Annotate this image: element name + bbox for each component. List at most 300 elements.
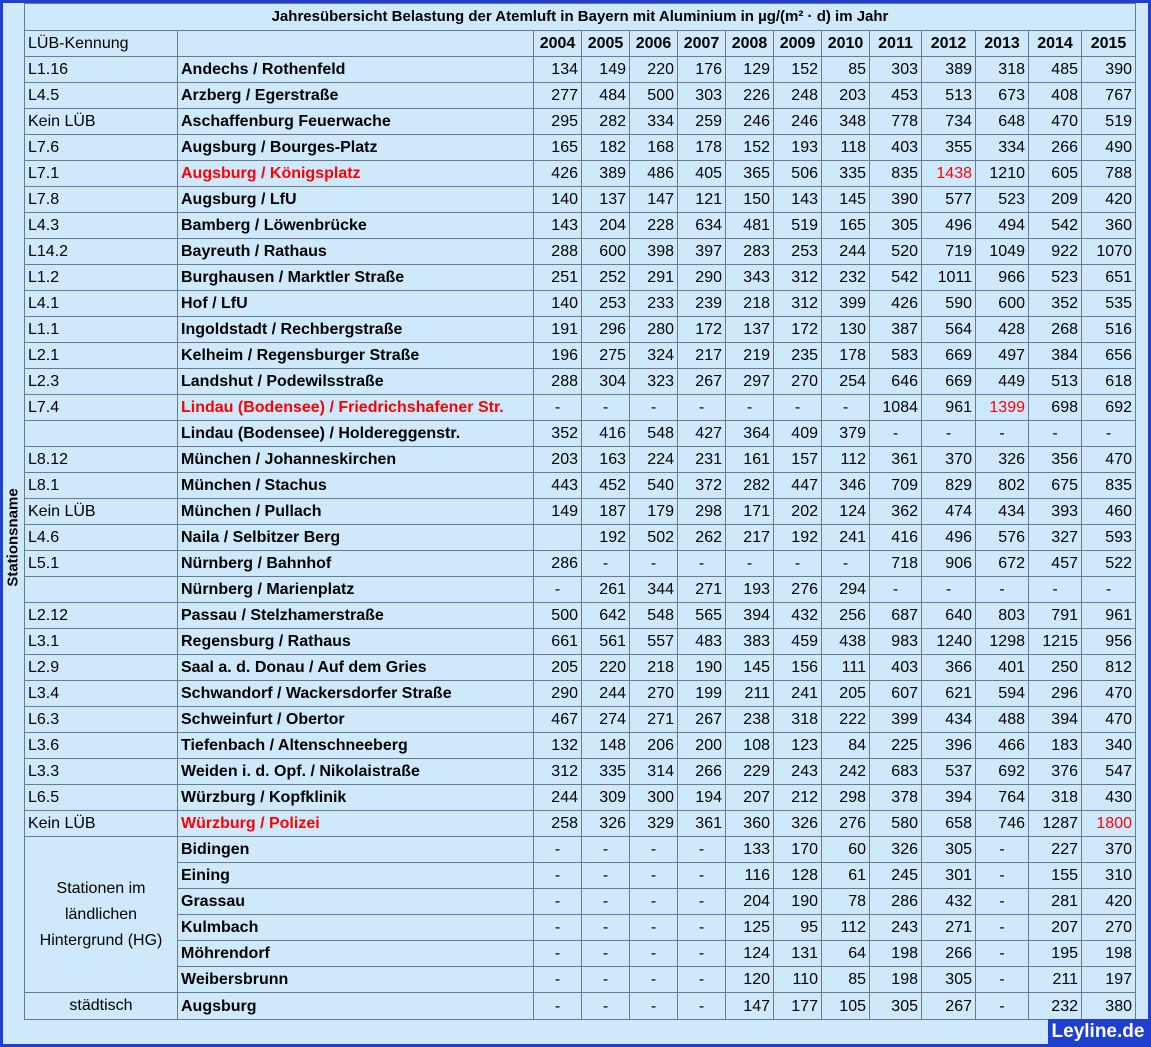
value-cell: 161 [726,447,774,473]
station-name: Passau / Stelzhamerstraße [178,603,534,629]
value-cell: 432 [922,889,976,915]
value-cell: 669 [922,369,976,395]
value-cell: 220 [582,655,630,681]
value-cell: 233 [630,291,678,317]
value-cell: - [582,915,630,941]
value-cell: 301 [922,863,976,889]
value-cell: 389 [582,161,630,187]
station-name: Würzburg / Polizei [178,811,534,837]
value-cell: 365 [726,161,774,187]
value-cell: 1287 [1029,811,1082,837]
value-cell: 112 [822,447,870,473]
value-cell: 453 [870,83,922,109]
value-cell: 634 [678,213,726,239]
column-header-year: 2005 [582,31,630,57]
value-cell: 590 [922,291,976,317]
value-cell: 522 [1082,551,1136,577]
table-row [25,811,1136,837]
value-cell: 335 [822,161,870,187]
value-cell: 145 [726,655,774,681]
value-cell: 305 [922,967,976,993]
value-cell: 324 [630,343,678,369]
value-cell: 318 [976,57,1029,83]
value-cell: 203 [822,83,870,109]
value-cell: 183 [1029,733,1082,759]
value-cell: 256 [822,603,870,629]
value-cell: 405 [678,161,726,187]
value-cell: 379 [822,421,870,447]
value-cell: 304 [582,369,630,395]
value-cell: 594 [976,681,1029,707]
value-cell: 835 [1082,473,1136,499]
value-cell: 120 [726,967,774,993]
value-cell: 394 [1029,707,1082,733]
table-row [25,291,1136,317]
value-cell: 191 [534,317,582,343]
value-cell: 241 [822,525,870,551]
data-table [24,3,1136,1020]
station-code: L2.3 [25,369,178,395]
value-cell: 156 [774,655,822,681]
value-cell: 523 [1029,265,1082,291]
value-cell: - [726,551,774,577]
value-cell: 426 [870,291,922,317]
station-code: L4.1 [25,291,178,317]
value-cell: 262 [678,525,726,551]
value-cell: 251 [534,265,582,291]
station-name: Lindau (Bodensee) / Friedrichshafener Str. [178,395,534,421]
value-cell: 334 [976,135,1029,161]
column-header-year: 2006 [630,31,678,57]
value-cell: 513 [1029,369,1082,395]
station-name: Bidingen [178,837,534,863]
value-cell: - [678,889,726,915]
station-name: Eining [178,863,534,889]
value-cell: - [582,889,630,915]
value-cell: 270 [774,369,822,395]
value-cell: 734 [922,109,976,135]
table-row [25,421,1136,447]
table-row [25,109,1136,135]
station-name: Weiden i. d. Opf. / Nikolaistraße [178,759,534,785]
column-header-name [178,31,534,57]
value-cell: 577 [922,187,976,213]
table-row [25,317,1136,343]
value-cell: - [630,551,678,577]
value-cell: - [534,395,582,421]
station-code: L5.1 [25,551,178,577]
value-cell: 268 [1029,317,1082,343]
value-cell: 335 [582,759,630,785]
value-cell: 648 [976,109,1029,135]
value-cell: 438 [822,629,870,655]
value-cell: 416 [582,421,630,447]
value-cell: 427 [678,421,726,447]
value-cell: 172 [678,317,726,343]
station-code: L1.1 [25,317,178,343]
value-cell: 314 [630,759,678,785]
value-cell: - [534,993,582,1020]
value-cell: 271 [630,707,678,733]
value-cell: 434 [922,707,976,733]
value-cell: 318 [1029,785,1082,811]
value-cell: 232 [1029,993,1082,1020]
value-cell: 147 [630,187,678,213]
value-cell: 621 [922,681,976,707]
value-cell: 212 [774,785,822,811]
value-cell: 267 [678,707,726,733]
value-cell: - [534,889,582,915]
value-cell: 432 [774,603,822,629]
value-cell: 829 [922,473,976,499]
value-cell: 298 [678,499,726,525]
value-cell: 486 [630,161,678,187]
value-cell: - [630,837,678,863]
station-code: L6.3 [25,707,178,733]
value-cell: - [678,395,726,421]
value-cell: - [630,993,678,1020]
value-cell: 143 [534,213,582,239]
table-row [25,57,1136,83]
station-name: Regensburg / Rathaus [178,629,534,655]
value-cell: 401 [976,655,1029,681]
value-cell: 692 [1082,395,1136,421]
table-row [25,655,1136,681]
value-cell: 360 [1082,213,1136,239]
station-code: Kein LÜB [25,811,178,837]
value-cell: 270 [630,681,678,707]
value-cell: - [582,551,630,577]
table-row [25,135,1136,161]
value-cell: 481 [726,213,774,239]
value-cell: 199 [678,681,726,707]
value-cell: 327 [1029,525,1082,551]
value-cell: 128 [774,863,822,889]
value-cell: 271 [678,577,726,603]
value-cell: 253 [582,291,630,317]
value-cell: 277 [534,83,582,109]
value-cell: 137 [726,317,774,343]
table-row [25,785,1136,811]
value-cell: 187 [582,499,630,525]
value-cell: 500 [534,603,582,629]
value-cell: - [630,889,678,915]
value-cell: - [582,967,630,993]
value-cell: 600 [976,291,1029,317]
value-cell: 361 [678,811,726,837]
value-cell: 470 [1082,707,1136,733]
table-row [25,837,1136,863]
value-cell: 200 [678,733,726,759]
table-row [25,239,1136,265]
value-cell: 420 [1082,187,1136,213]
value-cell: 334 [630,109,678,135]
value-cell: 983 [870,629,922,655]
value-cell: - [534,837,582,863]
value-cell: 207 [1029,915,1082,941]
value-cell: 309 [582,785,630,811]
value-cell: - [774,395,822,421]
table-row [25,161,1136,187]
table-row [25,759,1136,785]
value-cell: 618 [1082,369,1136,395]
value-cell: 283 [726,239,774,265]
value-cell: 394 [726,603,774,629]
value-cell: 110 [774,967,822,993]
value-cell: 483 [678,629,726,655]
station-name: Möhrendorf [178,941,534,967]
table-row [25,941,1136,967]
value-cell: 542 [870,265,922,291]
value-cell: 906 [922,551,976,577]
value-cell: 261 [582,577,630,603]
value-cell: 225 [870,733,922,759]
value-cell: 523 [976,187,1029,213]
value-cell: 767 [1082,83,1136,109]
value-cell: 384 [1029,343,1082,369]
value-cell: 124 [726,941,774,967]
value-cell: 152 [726,135,774,161]
value-cell: 488 [976,707,1029,733]
value-cell: 145 [822,187,870,213]
value-cell: 600 [582,239,630,265]
column-header-year: 2010 [822,31,870,57]
value-cell: 687 [870,603,922,629]
value-cell: - [678,551,726,577]
value-cell: - [976,941,1029,967]
value-cell: 192 [582,525,630,551]
value-cell: 746 [976,811,1029,837]
value-cell: 157 [774,447,822,473]
value-cell: 281 [1029,889,1082,915]
value-cell: 111 [822,655,870,681]
value-cell: 344 [630,577,678,603]
value-cell: 124 [822,499,870,525]
station-name: Burghausen / Marktler Straße [178,265,534,291]
value-cell: - [630,395,678,421]
column-header-year: 2009 [774,31,822,57]
station-code: L6.5 [25,785,178,811]
value-cell: 346 [822,473,870,499]
value-cell: - [976,915,1029,941]
value-cell: 430 [1082,785,1136,811]
station-name: Lindau (Bodensee) / Holdereggenstr. [178,421,534,447]
value-cell: 340 [1082,733,1136,759]
value-cell: 172 [774,317,822,343]
value-cell: 312 [534,759,582,785]
value-cell: 129 [726,57,774,83]
column-header-year: 2004 [534,31,582,57]
value-cell: 788 [1082,161,1136,187]
value-cell: 390 [870,187,922,213]
value-cell: 193 [726,577,774,603]
value-cell: 303 [678,83,726,109]
value-cell: 485 [1029,57,1082,83]
station-name: Augsburg [178,993,534,1020]
value-cell: 352 [534,421,582,447]
value-cell: 1210 [976,161,1029,187]
value-cell: 576 [976,525,1029,551]
value-cell: 267 [922,993,976,1020]
value-cell: 202 [774,499,822,525]
station-code: L2.9 [25,655,178,681]
value-cell: 698 [1029,395,1082,421]
table-row [25,369,1136,395]
station-name: Nürnberg / Bahnhof [178,551,534,577]
value-cell: 244 [534,785,582,811]
value-cell: 132 [534,733,582,759]
value-cell: 457 [1029,551,1082,577]
value-cell: 253 [774,239,822,265]
value-cell: 513 [922,83,976,109]
station-code: L7.4 [25,395,178,421]
table-row [25,343,1136,369]
value-cell: 672 [976,551,1029,577]
value-cell: 112 [822,915,870,941]
value-cell: 108 [726,733,774,759]
value-cell: 540 [630,473,678,499]
station-name: Grassau [178,889,534,915]
value-cell: 178 [678,135,726,161]
value-cell: 198 [870,941,922,967]
value-cell: 125 [726,915,774,941]
value-cell: 288 [534,369,582,395]
station-code: L4.3 [25,213,178,239]
station-name: Kelheim / Regensburger Straße [178,343,534,369]
value-cell: 355 [922,135,976,161]
value-cell: 398 [630,239,678,265]
value-cell: 764 [976,785,1029,811]
value-cell: 447 [774,473,822,499]
value-cell: 152 [774,57,822,83]
value-cell: - [822,395,870,421]
value-cell: 470 [1029,109,1082,135]
value-cell: 241 [774,681,822,707]
station-code: L1.16 [25,57,178,83]
value-cell: - [678,941,726,967]
value-cell: 1298 [976,629,1029,655]
value-cell: - [534,967,582,993]
value-cell: 519 [774,213,822,239]
table-row [25,889,1136,915]
value-cell: 266 [1029,135,1082,161]
value-cell: 195 [1029,941,1082,967]
value-cell: 474 [922,499,976,525]
value-cell: 305 [922,837,976,863]
value-cell: 470 [1082,681,1136,707]
value-cell: - [1082,421,1136,447]
value-cell: 718 [870,551,922,577]
station-code: L3.3 [25,759,178,785]
value-cell: 646 [870,369,922,395]
value-cell: 791 [1029,603,1082,629]
value-cell: 205 [534,655,582,681]
station-name: Augsburg / Königsplatz [178,161,534,187]
value-cell: 399 [822,291,870,317]
station-name: Tiefenbach / Altenschneeberg [178,733,534,759]
value-cell: 467 [534,707,582,733]
value-cell: 270 [1082,915,1136,941]
value-cell: 190 [678,655,726,681]
value-cell: 305 [870,993,922,1020]
value-cell: 516 [1082,317,1136,343]
station-name: Kulmbach [178,915,534,941]
value-cell: 393 [1029,499,1082,525]
value-cell: 396 [922,733,976,759]
station-code: L2.1 [25,343,178,369]
table-row [25,603,1136,629]
value-cell: 297 [726,369,774,395]
value-cell: 1049 [976,239,1029,265]
value-cell: 378 [870,785,922,811]
column-header-year: 2007 [678,31,726,57]
value-cell: 259 [678,109,726,135]
value-cell: 593 [1082,525,1136,551]
value-cell: 605 [1029,161,1082,187]
value-cell: 229 [726,759,774,785]
value-cell: 565 [678,603,726,629]
value-cell: 443 [534,473,582,499]
value-cell: 426 [534,161,582,187]
value-cell: - [976,863,1029,889]
value-cell: 658 [922,811,976,837]
value-cell: 420 [1082,889,1136,915]
value-cell: 178 [822,343,870,369]
station-name: Schweinfurt / Obertor [178,707,534,733]
value-cell: - [870,421,922,447]
value-cell: 207 [726,785,774,811]
value-cell: 326 [774,811,822,837]
station-name: Landshut / Podewilsstraße [178,369,534,395]
value-cell: 196 [534,343,582,369]
value-cell: 228 [630,213,678,239]
value-cell: 224 [630,447,678,473]
station-code: L7.8 [25,187,178,213]
value-cell: 280 [630,317,678,343]
side-label: Stationsname [5,487,23,587]
value-cell: 130 [822,317,870,343]
value-cell: 956 [1082,629,1136,655]
value-cell: 198 [870,967,922,993]
value-cell: - [534,941,582,967]
value-cell: 205 [822,681,870,707]
value-cell: 170 [774,837,822,863]
station-code: L8.1 [25,473,178,499]
header-row [25,31,1136,57]
value-cell: - [582,863,630,889]
value-cell: 131 [774,941,822,967]
value-cell: 452 [582,473,630,499]
value-cell: 494 [976,213,1029,239]
value-cell: 692 [976,759,1029,785]
value-cell: 204 [582,213,630,239]
value-cell: 300 [630,785,678,811]
value-cell: 246 [774,109,822,135]
value-cell: 179 [630,499,678,525]
value-cell: - [976,967,1029,993]
value-cell: - [678,993,726,1020]
value-cell: 640 [922,603,976,629]
value-cell: 176 [678,57,726,83]
value-cell: 366 [922,655,976,681]
value-cell: 148 [582,733,630,759]
station-code: L3.6 [25,733,178,759]
value-cell: 348 [822,109,870,135]
value-cell: 276 [822,811,870,837]
value-cell: 360 [726,811,774,837]
value-cell: 376 [1029,759,1082,785]
value-cell: 389 [922,57,976,83]
